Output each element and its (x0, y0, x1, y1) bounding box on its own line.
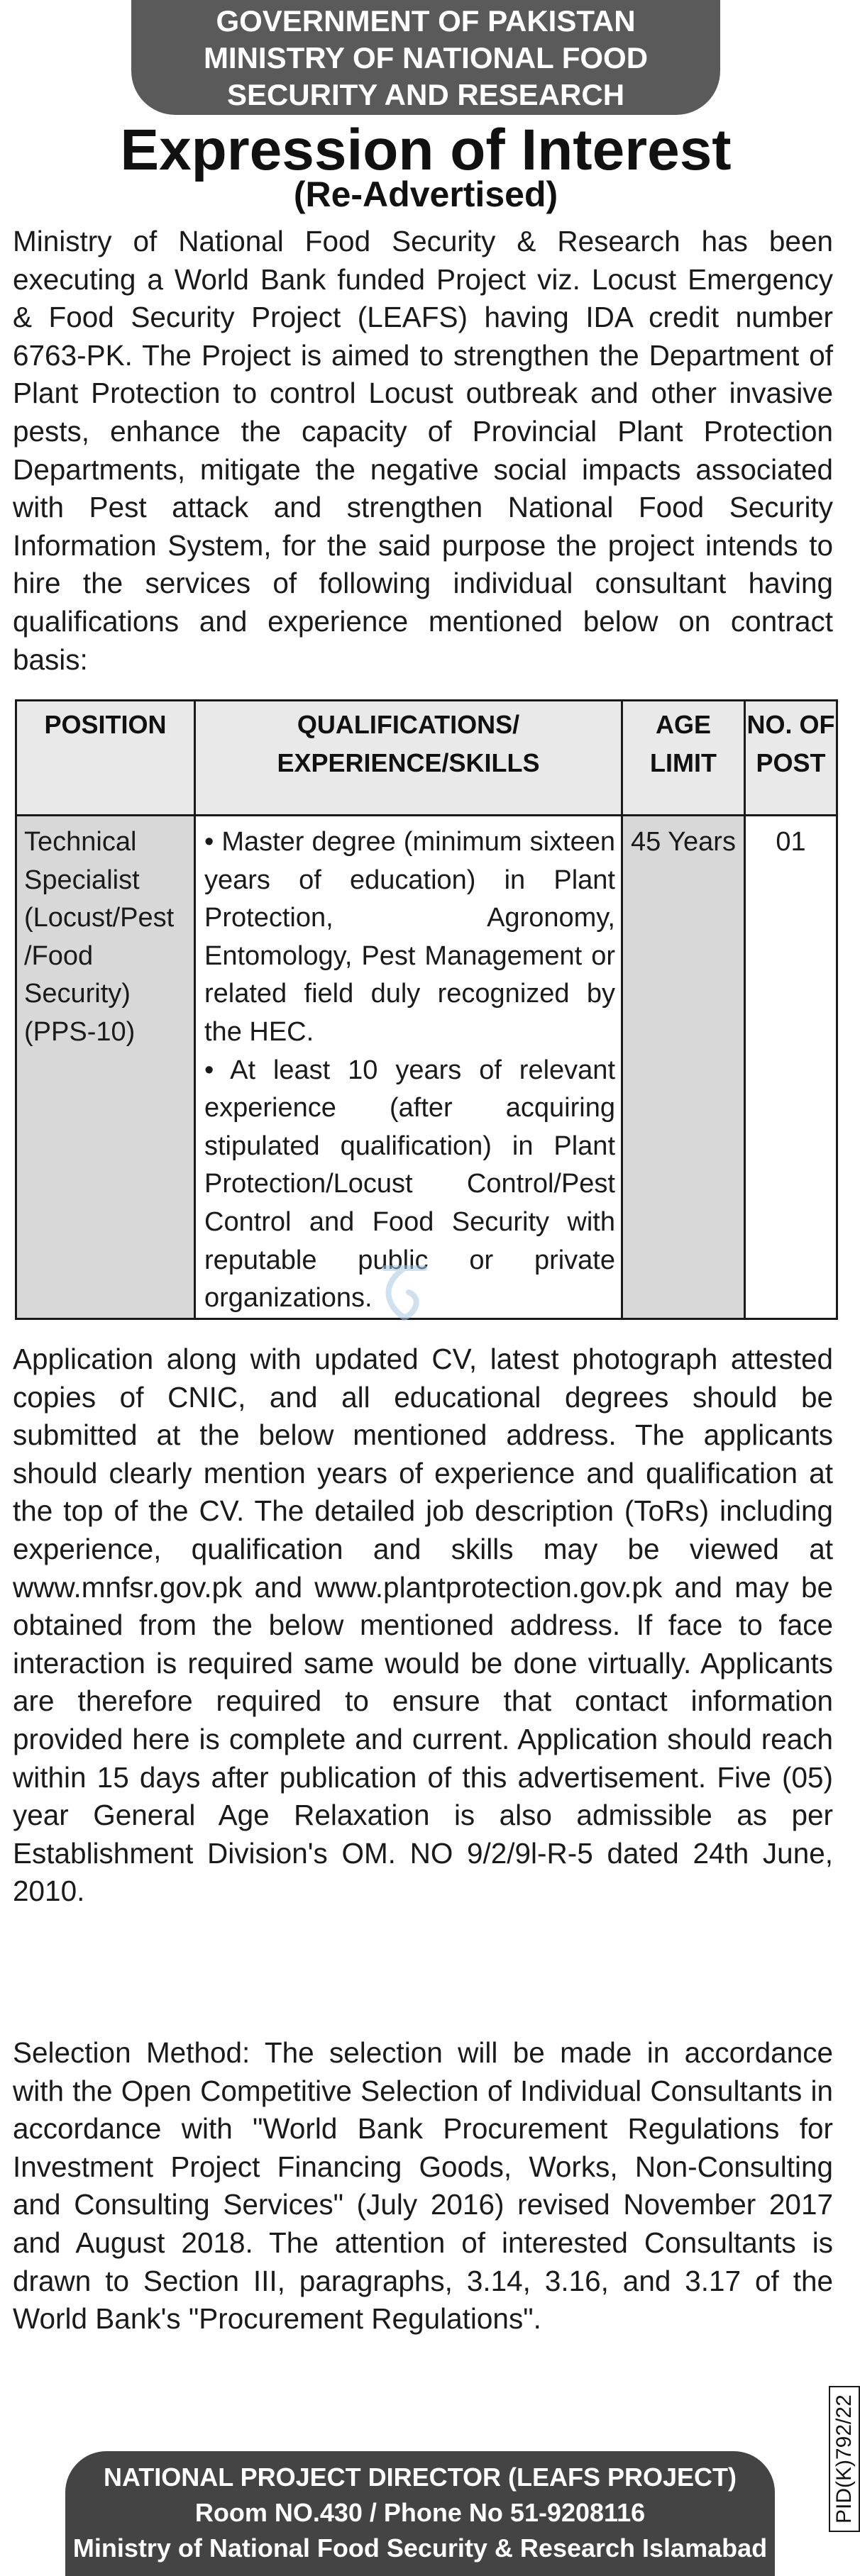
header-line-2: MINISTRY OF NATIONAL FOOD (203, 41, 649, 74)
footer-banner (65, 2451, 775, 2576)
intro-paragraph: Ministry of National Food Security & Research has been executing a World Bank funded Project viz. Locust Emergency & Food Security Project (LEAFS) having IDA credit number 6763-PK. The Project is aimed to strengthen the Department of Plant Protection to control Locust outbreak and other invasive pests, enhance the capacity of Provincial Plant Protection Departments, mitigate the negative social impacts associated with Pest attack and strengthen National Food Security Information System, for the said purpose the project intends to hire the services of following individual consultant having qualifications and experience mentioned below on contract basis: (13, 225, 833, 676)
positions-table (15, 699, 838, 1320)
footer-line-2: Room NO.430 / Phone No 51-9208116 (194, 2498, 646, 2527)
footer-line-3: Ministry of National Food Security & Research Islamabad (72, 2533, 768, 2563)
header-age-limit: AGE LIMIT (622, 701, 745, 816)
cell-no-of-post: 01 (745, 816, 837, 1319)
page-title: Expression of Interest (120, 118, 732, 182)
qualification-item-2: • At least 10 years of relevant experience (after acquiring stipulated qualification) in Plant Protection/Locust Control/Pest Control and Food Security with reputable public or private organizations. (204, 1055, 615, 1314)
selection-method-paragraph: Selection Method: The selection will be made in accordance with the Open Competitive Selection of Individual Consultants in accordance with "World Bank Procurement Regulations for Investment Project Financing Goods, Works, Non-Consulting and Consulting Services" (July 2016) revised November 2017 and August 2018. The attention of interested Consultants is drawn to Section III, paragraphs, 3.14, 3.16, and 3.17 of the World Bank's "Procurement Regulations". (13, 2036, 833, 2336)
header-line-1: GOVERNMENT OF PAKISTAN (216, 4, 636, 38)
cell-age-limit: 45 Years (622, 816, 745, 1319)
application-paragraph: Application along with updated CV, latest photograph attested copies of CNIC, and all educational degrees should be submitted at the below mentioned address. The applicants should clearly mention years of experience and qualification at the top of the CV. The detailed job description (ToRs) including experience, qualification and skills may be viewed at www.mnfsr.gov.pk and www.plantprotection.gov.pk and may be obtained from the below mentioned address. If face to face interaction is required same would be done virtually. Applicants are therefore required to ensure that contact information provided here is complete and current. Application should reach within 15 days after publication of this advertisement. Five (05) year General Age Relaxation is also admissible as per Establishment Division's OM. NO 9/2/9l-R-5 dated 24th June, 2010. (13, 1343, 833, 1908)
table-row (16, 816, 837, 1319)
footer-line-1: NATIONAL PROJECT DIRECTOR (LEAFS PROJECT) (103, 2463, 737, 2492)
publisher-logo-icon (376, 1261, 433, 1340)
cell-qualifications (195, 816, 622, 1319)
header-banner (131, 0, 720, 115)
header-no-of-post: NO. OF POST (745, 701, 837, 816)
page-subtitle: (Re-Advertised) (293, 174, 558, 214)
cell-position: Technical Specialist (Locust/Pest /Food Security) (PPS-10) (16, 816, 195, 1319)
header-line-3: SECURITY AND RESEARCH (226, 78, 625, 111)
header-qualifications: QUALIFICATIONS/ EXPERIENCE/SKILLS (195, 701, 622, 816)
pid-code: PID(K)792/22 (829, 2386, 860, 2532)
header-position: POSITION (16, 701, 195, 816)
table-header-row (16, 701, 837, 816)
qualification-item-1: • Master degree (minimum sixteen years of education) in Plant Protection, Agronomy, Entomology, Pest Management or related field duly recognized by the HEC. (204, 827, 615, 1047)
watermark-logo-icon (376, 1261, 433, 1325)
